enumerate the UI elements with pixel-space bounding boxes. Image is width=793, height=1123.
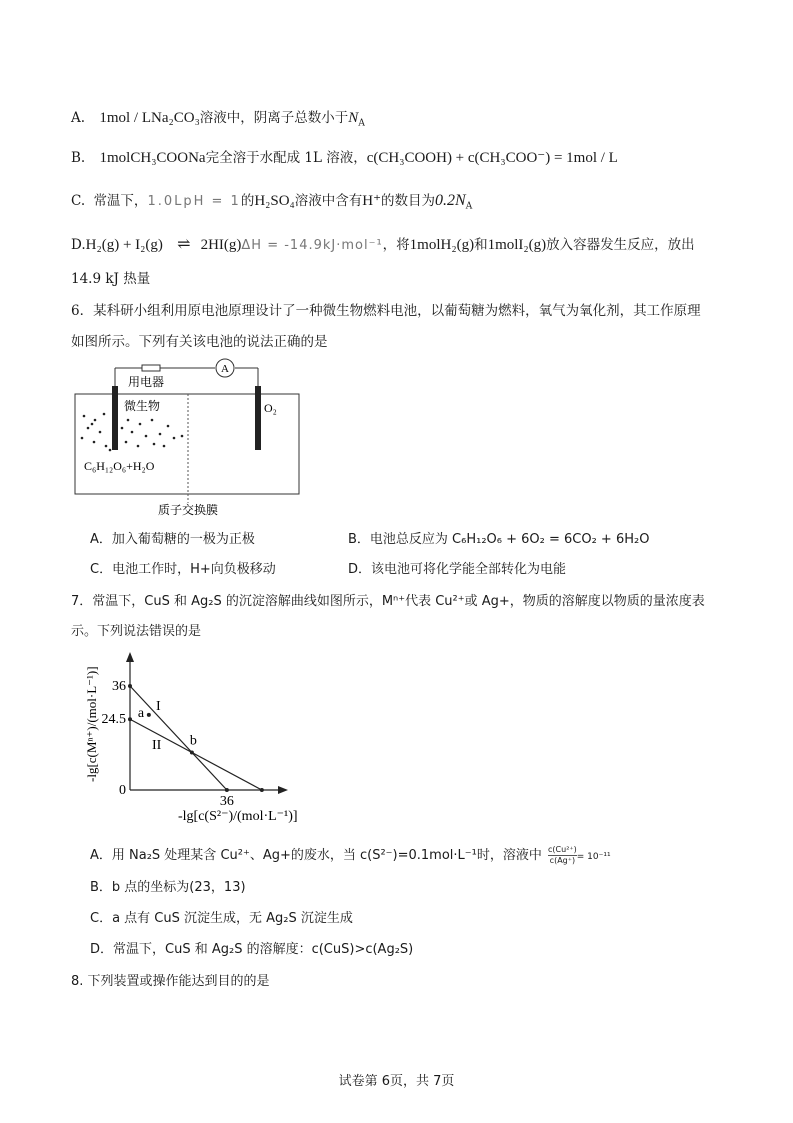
y-axis-arrow-icon	[126, 652, 134, 662]
series-endpoint-II	[260, 788, 264, 792]
option-letter: D.	[71, 237, 86, 253]
oxygen-label: O₂	[264, 401, 277, 415]
x-tick-label: 36	[219, 794, 234, 809]
page-footer: 试卷第 6页，共 7页	[338, 1074, 455, 1089]
point-label-a: a	[137, 705, 145, 721]
product: 2HI(g)	[200, 237, 242, 253]
i2-amount: 1molI₂(g)	[487, 237, 547, 253]
y-tick-label: 36	[112, 679, 126, 694]
ratio-fraction	[548, 845, 577, 866]
membrane-label: 质子交换膜	[158, 503, 219, 517]
y-tick-label: 24.5	[101, 712, 126, 728]
q7-stem-line1: 7．常温下，CuS 和 Ag₂S 的沉淀溶解曲线如图所示，Mⁿ⁺代表 Cu²⁺或 Ag+，物质的溶解度以物质的量浓度表	[71, 594, 705, 609]
option-text: 和	[474, 237, 488, 253]
fuel-cell-diagram	[70, 358, 310, 518]
option-text: 溶液中，阴离子总数小于	[199, 110, 349, 126]
microbe-dots	[81, 413, 184, 452]
y-axis-label: -lg[c(Mⁿ⁺)/(mol·L⁻¹)]	[84, 666, 99, 782]
device-resistor-icon	[142, 365, 160, 371]
equation: c(CH₃COOH) + c(CH₃COO⁻) = 1mol / L	[366, 150, 618, 166]
microbe-label: 微生物	[124, 399, 161, 413]
q7-option-a	[90, 845, 611, 867]
q7-option-c: C．a 点有 CuS 沉淀生成，无 Ag₂S 沉淀生成	[90, 911, 353, 926]
point-b	[190, 750, 194, 754]
q6-option-c: C．电池工作时，H+向负极移动	[90, 562, 276, 577]
solution-label: C₆H₁₂O₆+H₂O	[84, 459, 155, 473]
fraction-value: = 10⁻¹¹	[576, 852, 611, 862]
q8-stem: 8. 下列装置或操作能达到目的的是	[71, 974, 270, 989]
formula: 1mol / LNa₂CO₃	[99, 110, 200, 126]
formula: 1molCH₃COONa	[99, 150, 206, 166]
series-label-I: I	[156, 699, 161, 714]
option-letter: B.	[71, 150, 86, 166]
x-axis-arrow-icon	[278, 786, 288, 794]
q6-option-a: A．加入葡萄糖的一极为正极	[90, 532, 255, 547]
x-axis-label: -lg[c(S²⁻)/(mol·L⁻¹)]	[178, 809, 298, 824]
option-text: ，将	[382, 237, 410, 253]
reaction: H₂(g) + I₂(g)	[85, 237, 163, 253]
value-subscript: A	[465, 201, 473, 212]
q6-option-b: B．电池总反应为 C₆H₁₂O₆ + 6O₂ = 6CO₂ + 6H₂O	[348, 532, 650, 547]
q5-option-d-cont: 14.9 kJ 热量	[71, 271, 151, 287]
ion: H⁺	[362, 193, 382, 209]
q7-stem-line2: 示。下列说法错误的是	[71, 624, 202, 639]
series-label-II: II	[152, 738, 162, 754]
q5-option-a	[71, 108, 365, 128]
q6-option-d: D．该电池可将化学能全部转化为电能	[348, 562, 567, 577]
solubility-chart	[78, 650, 338, 830]
option-text: 完全溶于水配成 1L 溶液，	[205, 150, 367, 166]
option-text: 的	[240, 193, 255, 209]
equilibrium-arrow-icon: ⇌	[177, 234, 191, 253]
cathode-electrode	[255, 386, 261, 450]
fraction-denominator: c(Ag⁺)	[549, 856, 576, 865]
device-label: 用电器	[128, 375, 165, 389]
q7-option-b: B．b 点的坐标为(23，13)	[90, 880, 246, 895]
anode-electrode	[112, 386, 118, 450]
fraction-numerator: c(Cu²⁺)	[548, 845, 577, 854]
q7-option-d: D．常温下，CuS 和 Ag₂S 的溶解度：c(CuS)>c(Ag₂S)	[90, 942, 414, 957]
option-text: 溶液中含有	[294, 193, 363, 209]
q5-option-d	[71, 234, 695, 256]
h2-amount: 1molH₂(g)	[409, 237, 475, 253]
option-letter: A.	[71, 110, 86, 126]
option-letter: C.	[71, 193, 86, 209]
option-text: 放入容器发生反应，放出	[546, 237, 695, 253]
series-endpoint-I	[225, 788, 229, 792]
enthalpy: ΔH = -14.9kJ·mol⁻¹	[241, 238, 383, 253]
option-text: A．用 Na₂S 处理某含 Cu²⁺、Ag+的废水，当 c(S²⁻)=0.1mol·L⁻¹时，溶液中	[90, 848, 542, 863]
ph-condition: 1.0LpH = 1	[147, 194, 241, 209]
series-line-I	[130, 686, 227, 790]
point-label-b: b	[189, 733, 197, 749]
series-startpoint-I	[128, 684, 132, 688]
q6-stem-line2: 如图所示。下列有关该电池的说法正确的是	[71, 334, 328, 350]
q5-option-b	[71, 148, 618, 168]
series-startpoint-II	[128, 717, 132, 721]
q6-stem-line1: 6．某科研小组利用原电池原理设计了一种微生物燃料电池，以葡萄糖为燃料，氧气为氧化剂，其工作原理	[71, 303, 701, 319]
option-text: 常温下，	[93, 193, 148, 209]
avogadro-subscript: A	[358, 118, 365, 129]
avogadro-symbol: N	[348, 110, 359, 126]
acid-formula: H₂SO₄	[254, 193, 295, 209]
y-tick-label: 0	[119, 783, 126, 798]
option-text: 的数目为	[381, 193, 436, 209]
series-line-II	[130, 719, 262, 790]
point-a	[147, 713, 151, 717]
ammeter-label: A	[221, 363, 229, 375]
value: 0.2N	[435, 192, 466, 209]
q5-option-c	[71, 191, 472, 212]
